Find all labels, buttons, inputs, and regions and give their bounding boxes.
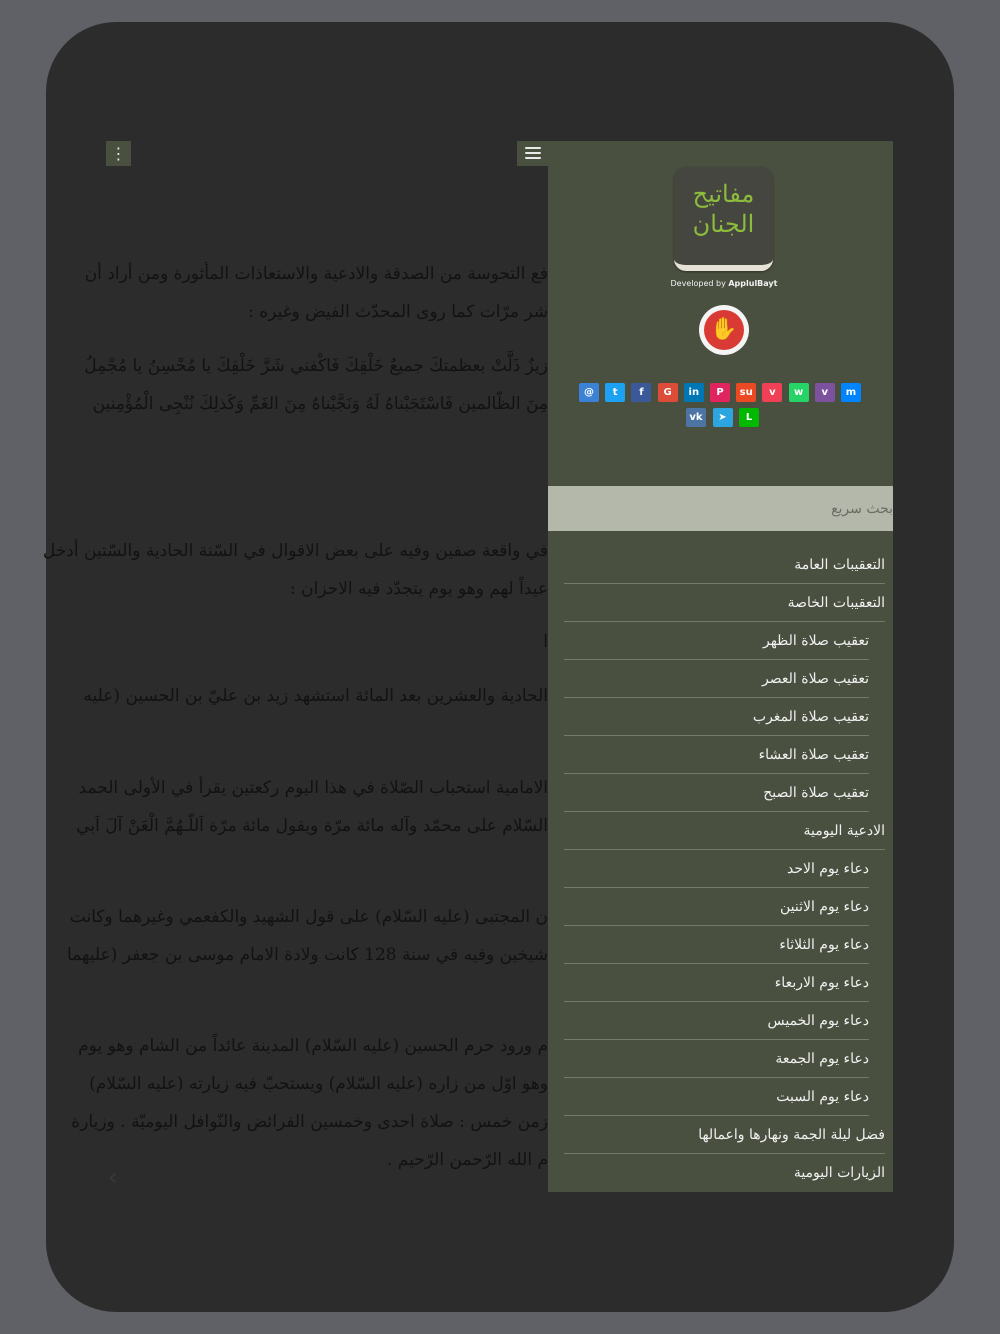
menu-sub-item[interactable] [548,698,893,736]
quick-search [548,486,893,531]
content-paragraph [84,347,548,423]
paragraph-line: مِنَ الظّالمين فَاسْتَجَبْناهُ لَهُ وَنَجَّيْناهُ مِنَ الغَمِّ وَكَذلِكَ نُنْجِى الْمُؤْمِنين [92,394,548,414]
menu-item-label: دعاء يوم السبت [776,1089,869,1105]
app-screen [42,141,893,1192]
paragraph-line: وهو اوّل من زاره (عليه السّلام) ويستحبّ فيه زيارته (عليه السّلام) [89,1074,548,1094]
paragraph-line: فع التحوسة من الصدقة والادعية والاستعاذات المأثورة ومن أراد أن [84,264,548,284]
pinterest-icon: P [716,387,724,398]
stumbleupon-icon: su [739,387,753,398]
menu-item-label: فضل ليلة الجمة ونهارها واعمالها [698,1127,885,1143]
share-buttons-row-2 [686,408,766,427]
developer-credit [548,279,900,288]
paragraph-line: عيداً لهم وهو يوم يتجدّد فيه الاحزان : [289,579,548,599]
logo-line-2: الجنان [692,210,755,238]
menu-item-label: دعاء يوم الخميس [767,1013,869,1029]
paragraph-line: زمن خمس : صلاة احدى وخمسين الفرائض والنّوافل اليوميّة . وزيارة [71,1112,548,1132]
menu-item-label: تعقيب صلاة العصر [762,671,869,687]
menu-sub-item[interactable] [548,1002,893,1040]
vk-icon: vk [689,412,703,423]
menu-item-label: تعقيب صلاة الظهر [763,633,869,649]
menu-section-item[interactable] [548,1154,893,1192]
menu-sub-item[interactable] [548,774,893,812]
google-icon: G [663,387,672,398]
content-paragraph [42,532,548,608]
menu-sub-item[interactable] [548,888,893,926]
menu-sub-item[interactable] [548,1078,893,1116]
content-paragraph [83,677,548,715]
stumbleupon-share-button[interactable] [736,383,756,402]
facebook-icon: f [639,387,644,398]
linkedin-share-button[interactable] [684,383,704,402]
whatsapp-share-button[interactable] [789,383,809,402]
twitter-icon: t [612,387,618,398]
menu-item-label: دعاء يوم الاحد [786,861,869,877]
logo-line-1: مفاتيح [692,180,755,208]
menu-section-item[interactable] [548,1116,893,1154]
menu-sub-item[interactable] [548,622,893,660]
paragraph-line: شر مرّات كما روى المحدّث الفيض وغيره : [248,302,548,322]
navigation-drawer [548,141,893,1192]
twitter-share-button[interactable] [605,383,625,402]
menu-toggle-button[interactable] [517,141,548,166]
menu-sub-item[interactable] [548,850,893,888]
pocket-share-button[interactable] [762,383,782,402]
menu-item-label: الزيارات اليومية [793,1165,885,1181]
paragraph-line: ن المجتبى (عليه السّلام) على قول الشهيد والكفعمي وغيرهما وكانت [69,907,548,927]
menu-item-label: دعاء يوم الاربعاء [774,975,869,991]
developed-by-label: Developed by [670,279,729,288]
drawer-menu [548,546,893,1192]
menu-item-label: التعقيبات العامة [794,557,885,573]
pocket-icon: v [769,387,776,398]
paragraph-line: ا [543,632,548,652]
telegram-icon: ➤ [718,412,727,423]
google-share-button[interactable] [658,383,678,402]
content-paragraph [66,898,548,974]
reader-content [42,141,548,1192]
developer-name[interactable]: ApplulBayt [728,279,778,288]
chevron-left-icon[interactable]: ‹ [108,1163,118,1191]
vertical-dots-icon: ⋮ [110,144,127,163]
email-share-button[interactable] [579,383,599,402]
menu-item-label: دعاء يوم الثلاثاء [779,937,869,953]
menu-sub-item[interactable] [548,1040,893,1078]
content-paragraph [71,1027,548,1179]
messenger-icon: m [845,387,857,398]
menu-item-label: تعقيب صلاة المغرب [752,709,869,725]
paragraph-line: الحادية والعشرين بعد المائة استشهد زيد بن عليّ بن الحسين (عليه [83,686,548,706]
app-logo [674,167,773,271]
paragraph-line: شيخين وفيه في سنة 128 كانت ولادة الامام موسى بن جعفر (عليهما [66,945,548,965]
menu-item-label: دعاء يوم الاثنين [779,899,869,915]
line-icon: L [745,412,753,423]
line-share-button[interactable] [739,408,759,427]
menu-sub-item[interactable] [548,660,893,698]
menu-item-label: تعقيب صلاة الصبح [763,785,869,801]
messenger-share-button[interactable] [841,383,861,402]
paragraph-line: م الله الرّحمن الرّحيم . [387,1150,548,1170]
viber-share-button[interactable] [815,383,835,402]
menu-section-item[interactable] [548,546,893,584]
content-paragraph [84,255,548,331]
overflow-menu-button[interactable] [106,141,131,166]
menu-section-item[interactable] [548,584,893,622]
menu-sub-item[interactable] [548,926,893,964]
developer-logo[interactable] [699,305,749,355]
email-icon: @ [584,387,594,398]
linkedin-icon: in [688,387,700,398]
paragraph-line: زيزُ ذَلَّتْ بعظمتكَ جميعُ خَلْقِكَ فَاكْفني شَرَّ خَلْقِكَ يا مُحْسِنُ يا مُجْمِلُ [84,356,548,376]
menu-sub-item[interactable] [548,964,893,1002]
menu-item-label: دعاء يوم الجمعة [775,1051,869,1067]
telegram-share-button[interactable] [713,408,733,427]
menu-section-item[interactable] [548,812,893,850]
paragraph-line: الامامية استحباب الصّلاة في هذا اليوم ركعتين يقرأ في الأولى الحمد [78,778,548,798]
content-paragraph [128,623,548,661]
paragraph-line: م ورود حرم الحسين (عليه السّلام) المدينة عائداً من الشام وهو يوم [78,1036,548,1056]
pinterest-share-button[interactable] [710,383,730,402]
share-buttons-row-1 [579,383,869,402]
menu-item-label: التعقيبات الخاصة [787,595,885,611]
search-input[interactable] [548,486,893,531]
vk-share-button[interactable] [686,408,706,427]
raised-hand-icon: ✋ [704,310,744,350]
menu-item-label: تعقيب صلاة العشاء [758,747,869,763]
facebook-share-button[interactable] [631,383,651,402]
menu-item-label: الادعية اليومية [803,823,885,839]
whatsapp-icon: w [793,387,804,398]
content-paragraph [76,769,548,845]
paragraph-line: السّلام على محمّد وآله مائة مرّة ويقول مائة مرّة اَللّـهُمَّ الْعَنْ آلَ اَبي [76,816,548,836]
hamburger-icon [525,147,541,159]
viber-icon: v [821,387,829,398]
paragraph-line: في واقعة صفين وفيه على بعض الاقوال في السّنة الحادية والسّتين أدخل [42,541,548,561]
menu-sub-item[interactable] [548,736,893,774]
